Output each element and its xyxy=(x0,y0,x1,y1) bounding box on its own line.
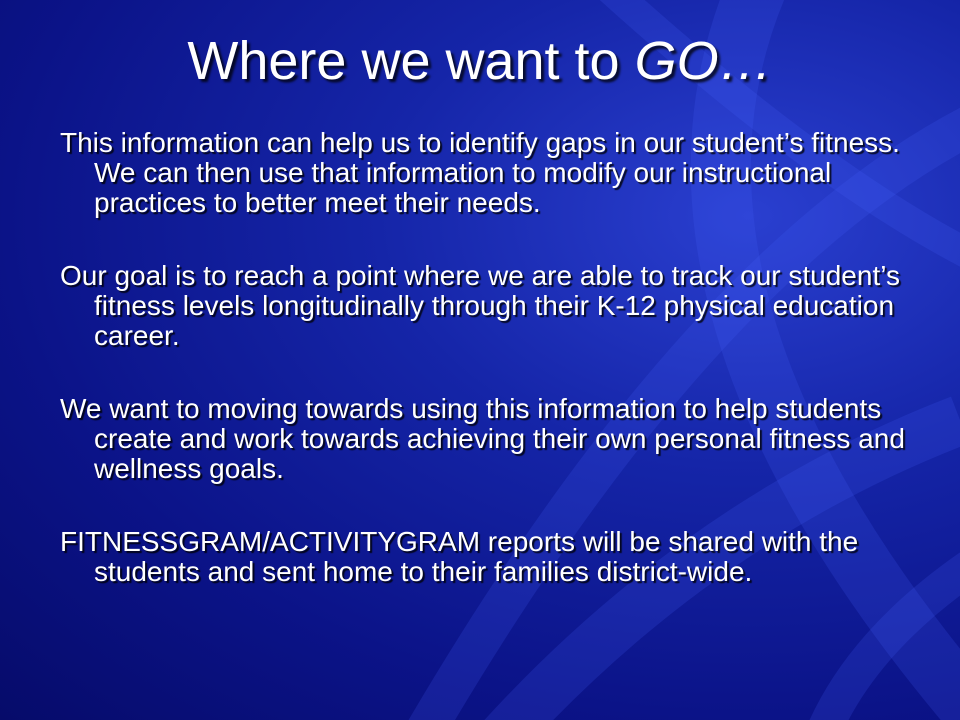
slide-title xyxy=(0,28,960,94)
title-text: Where we want to xyxy=(187,31,635,91)
paragraph-personal-goals: We want to moving towards using this information to help students create and work towards achieving their own personal fitness and wellness goals. xyxy=(60,393,905,484)
title-emphasis: GO… xyxy=(634,31,773,91)
paragraph-reports: FITNESSGRAM/ACTIVITYGRAM reports will be shared with the students and sent home to their families district-wide. xyxy=(60,526,859,587)
paragraph-gaps: This information can help us to identify gaps in our student’s fitness. We can then use that information to modify our instructional practices to better meet their needs. xyxy=(60,127,900,218)
slide-body xyxy=(60,128,920,630)
paragraph-goal: Our goal is to reach a point where we are able to track our student’s fitness levels longitudinally through their K-12 physical education career. xyxy=(60,260,900,351)
